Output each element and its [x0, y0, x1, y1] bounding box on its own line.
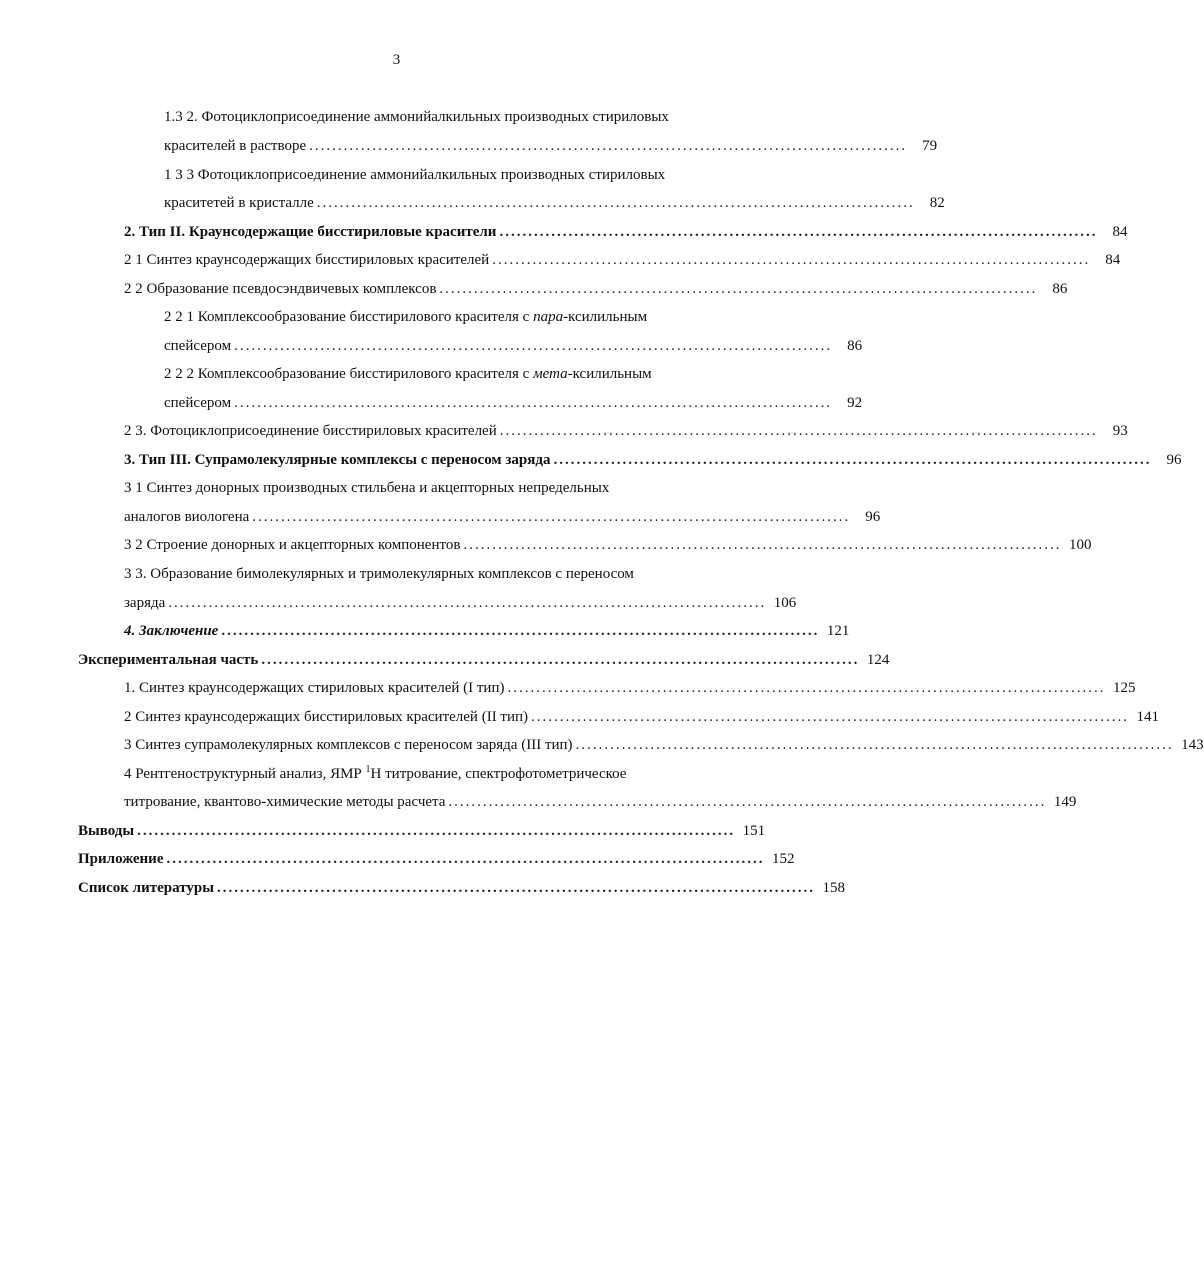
toc-page-number: 125: [1112, 680, 1136, 696]
toc-entry-references: [78, 879, 845, 897]
toc-exp-1-title: 1. Синтез краунсодержащих стириловых красителей (I тип): [124, 680, 505, 696]
toc-entry-3-2: [124, 536, 1092, 554]
toc-2-2-title: 2 2 Образование псевдосэндвичевых комплексов: [124, 281, 437, 297]
toc-page-number: 84: [1105, 252, 1121, 268]
toc-page-number: 121: [826, 623, 850, 639]
dot-leader: ........................................................................................................: [137, 823, 736, 839]
toc-entry-2-2-1: [164, 337, 863, 355]
toc-entry-3-1: [124, 508, 881, 526]
dot-leader: ........................................................................................................: [439, 281, 1038, 297]
toc-3-1-line2: аналогов виологена: [124, 509, 250, 525]
toc-2-2-1-line2: спейсером: [164, 338, 232, 354]
toc-page-number: 96: [1166, 452, 1182, 468]
dot-leader: ........................................................................................................: [499, 224, 1098, 240]
toc-entry-2-3: [124, 422, 1128, 440]
toc-entry-exp-1: [124, 679, 1136, 697]
toc-entry-exp-4: [124, 793, 1077, 811]
toc-4-title: 4. Заключение: [124, 623, 219, 639]
toc-entry-4: [124, 622, 850, 640]
toc-entry-exp-3: [124, 736, 1204, 754]
toc-entry-experimental: [78, 651, 890, 669]
toc-3-1-line1: 3 1 Синтез донорных производных стильбена и акцепторных непредельных: [124, 480, 610, 496]
toc-exp-4-line2: титрование, квантово-химические методы расчета: [124, 794, 446, 810]
dot-leader: ........................................................................................................: [448, 794, 1047, 810]
toc-3-title: 3. Тип III. Супрамолекулярные комплексы с переносом заряда: [124, 452, 551, 468]
toc-experimental-title: Экспериментальная часть: [78, 652, 259, 668]
dot-leader: ........................................................................................................: [575, 737, 1174, 753]
toc-exp-2-title: 2 Синтез краунсодержащих бисстириловых красителей (II тип): [124, 709, 529, 725]
toc-references-title: Список литературы: [78, 880, 214, 896]
toc-page-number: 106: [773, 595, 797, 611]
dot-leader: ........................................................................................................: [499, 423, 1098, 439]
dot-leader: ........................................................................................................: [234, 395, 833, 411]
toc-page-number: 158: [822, 880, 845, 896]
toc-entry-2-2: [124, 280, 1068, 298]
toc-entry-exp-2: [124, 708, 1160, 726]
toc-page-number: 86: [1052, 281, 1068, 297]
toc-1-3-2-line1: 1.3 2. Фотоциклоприсоединение аммонийалкильных производных стириловых: [164, 109, 669, 125]
toc-page-number: 96: [865, 509, 881, 525]
dot-leader: ........................................................................................................: [168, 595, 767, 611]
dot-leader: ........................................................................................................: [553, 452, 1152, 468]
toc-page-number: 86: [847, 338, 863, 354]
dot-leader: ........................................................................................................: [234, 338, 833, 354]
toc-page-number: 93: [1112, 423, 1128, 439]
toc-3-2-title: 3 2 Строение донорных и акцепторных компонентов: [124, 537, 461, 553]
dot-leader: ........................................................................................................: [261, 652, 860, 668]
toc-2-2-2-line1: 2 2 2 Комплексообразование бисстирилового красителя с мета-ксилильным: [164, 366, 652, 382]
toc-page-number: 124: [866, 652, 890, 668]
toc-entry-2-1: [124, 251, 1121, 269]
toc-page-number: 100: [1068, 537, 1092, 553]
toc-entry-1-3-2: [164, 137, 938, 155]
toc-1-3-2-line2: красителей в растворе: [164, 138, 307, 154]
toc-3-3-line2: заряда: [124, 595, 166, 611]
toc-entry-appendix: [78, 850, 795, 868]
toc-entry-1-3-3: [164, 194, 945, 212]
dot-leader: ........................................................................................................: [507, 680, 1106, 696]
toc-2-2-1-line1: 2 2 1 Комплексообразование бисстирилового красителя с пара-ксилильным: [164, 309, 648, 325]
dot-leader: ........................................................................................................: [221, 623, 820, 639]
toc-page-number: 84: [1112, 224, 1128, 240]
toc-1-3-3-line2: краситетей в кристалле: [164, 195, 314, 211]
page-number: 3: [392, 52, 401, 68]
toc-2-title: 2. Тип II. Краунсодержащие бисстириловые красители: [124, 224, 497, 240]
dot-leader: ........................................................................................................: [252, 509, 851, 525]
toc-2-1-title: 2 1 Синтез краунсодержащих бисстириловых красителей: [124, 252, 490, 268]
toc-exp-4-line1: 4 Рентгеноструктурный анализ, ЯМР $^1$Н титрование, спектрофотометрическое: [124, 764, 627, 782]
toc-page-number: 82: [929, 195, 945, 211]
toc-entry-3: [124, 451, 1182, 469]
dot-leader: ........................................................................................................: [216, 880, 815, 896]
dot-leader: ........................................................................................................: [316, 195, 915, 211]
toc-entry-2-2-2: [164, 394, 863, 412]
toc-page-number: 92: [847, 395, 863, 411]
toc-entry-2: [124, 223, 1128, 241]
toc-appendix-title: Приложение: [78, 851, 164, 867]
toc-conclusions-title: Выводы: [78, 823, 135, 839]
dot-leader: ........................................................................................................: [492, 252, 1091, 268]
dot-leader: ........................................................................................................: [463, 537, 1062, 553]
toc-2-2-2-line2: спейсером: [164, 395, 232, 411]
dot-leader: ........................................................................................................: [309, 138, 908, 154]
toc-page-number: 151: [742, 823, 766, 839]
toc-1-3-3-line1: 1 3 3 Фотоциклоприсоединение аммонийалкильных производных стириловых: [164, 167, 666, 183]
toc-3-3-line1: 3 3. Образование бимолекулярных и тримолекулярных комплексов с переносом: [124, 566, 634, 582]
toc-exp-3-title: 3 Синтез супрамолекулярных комплексов с переносом заряда (III тип): [124, 737, 573, 753]
toc-entry-3-3: [124, 594, 797, 612]
dot-leader: ........................................................................................................: [531, 709, 1130, 725]
toc-page-number: 141: [1136, 709, 1160, 725]
toc-entry-conclusions: [78, 822, 766, 840]
toc-2-3-title: 2 3. Фотоциклоприсоединение бисстириловых красителей: [124, 423, 497, 439]
toc-page-number: 79: [922, 138, 938, 154]
toc-page-number: 143: [1181, 737, 1204, 753]
toc-page-number: 149: [1053, 794, 1077, 810]
toc-page-number: 152: [771, 851, 795, 867]
dot-leader: ........................................................................................................: [166, 851, 765, 867]
